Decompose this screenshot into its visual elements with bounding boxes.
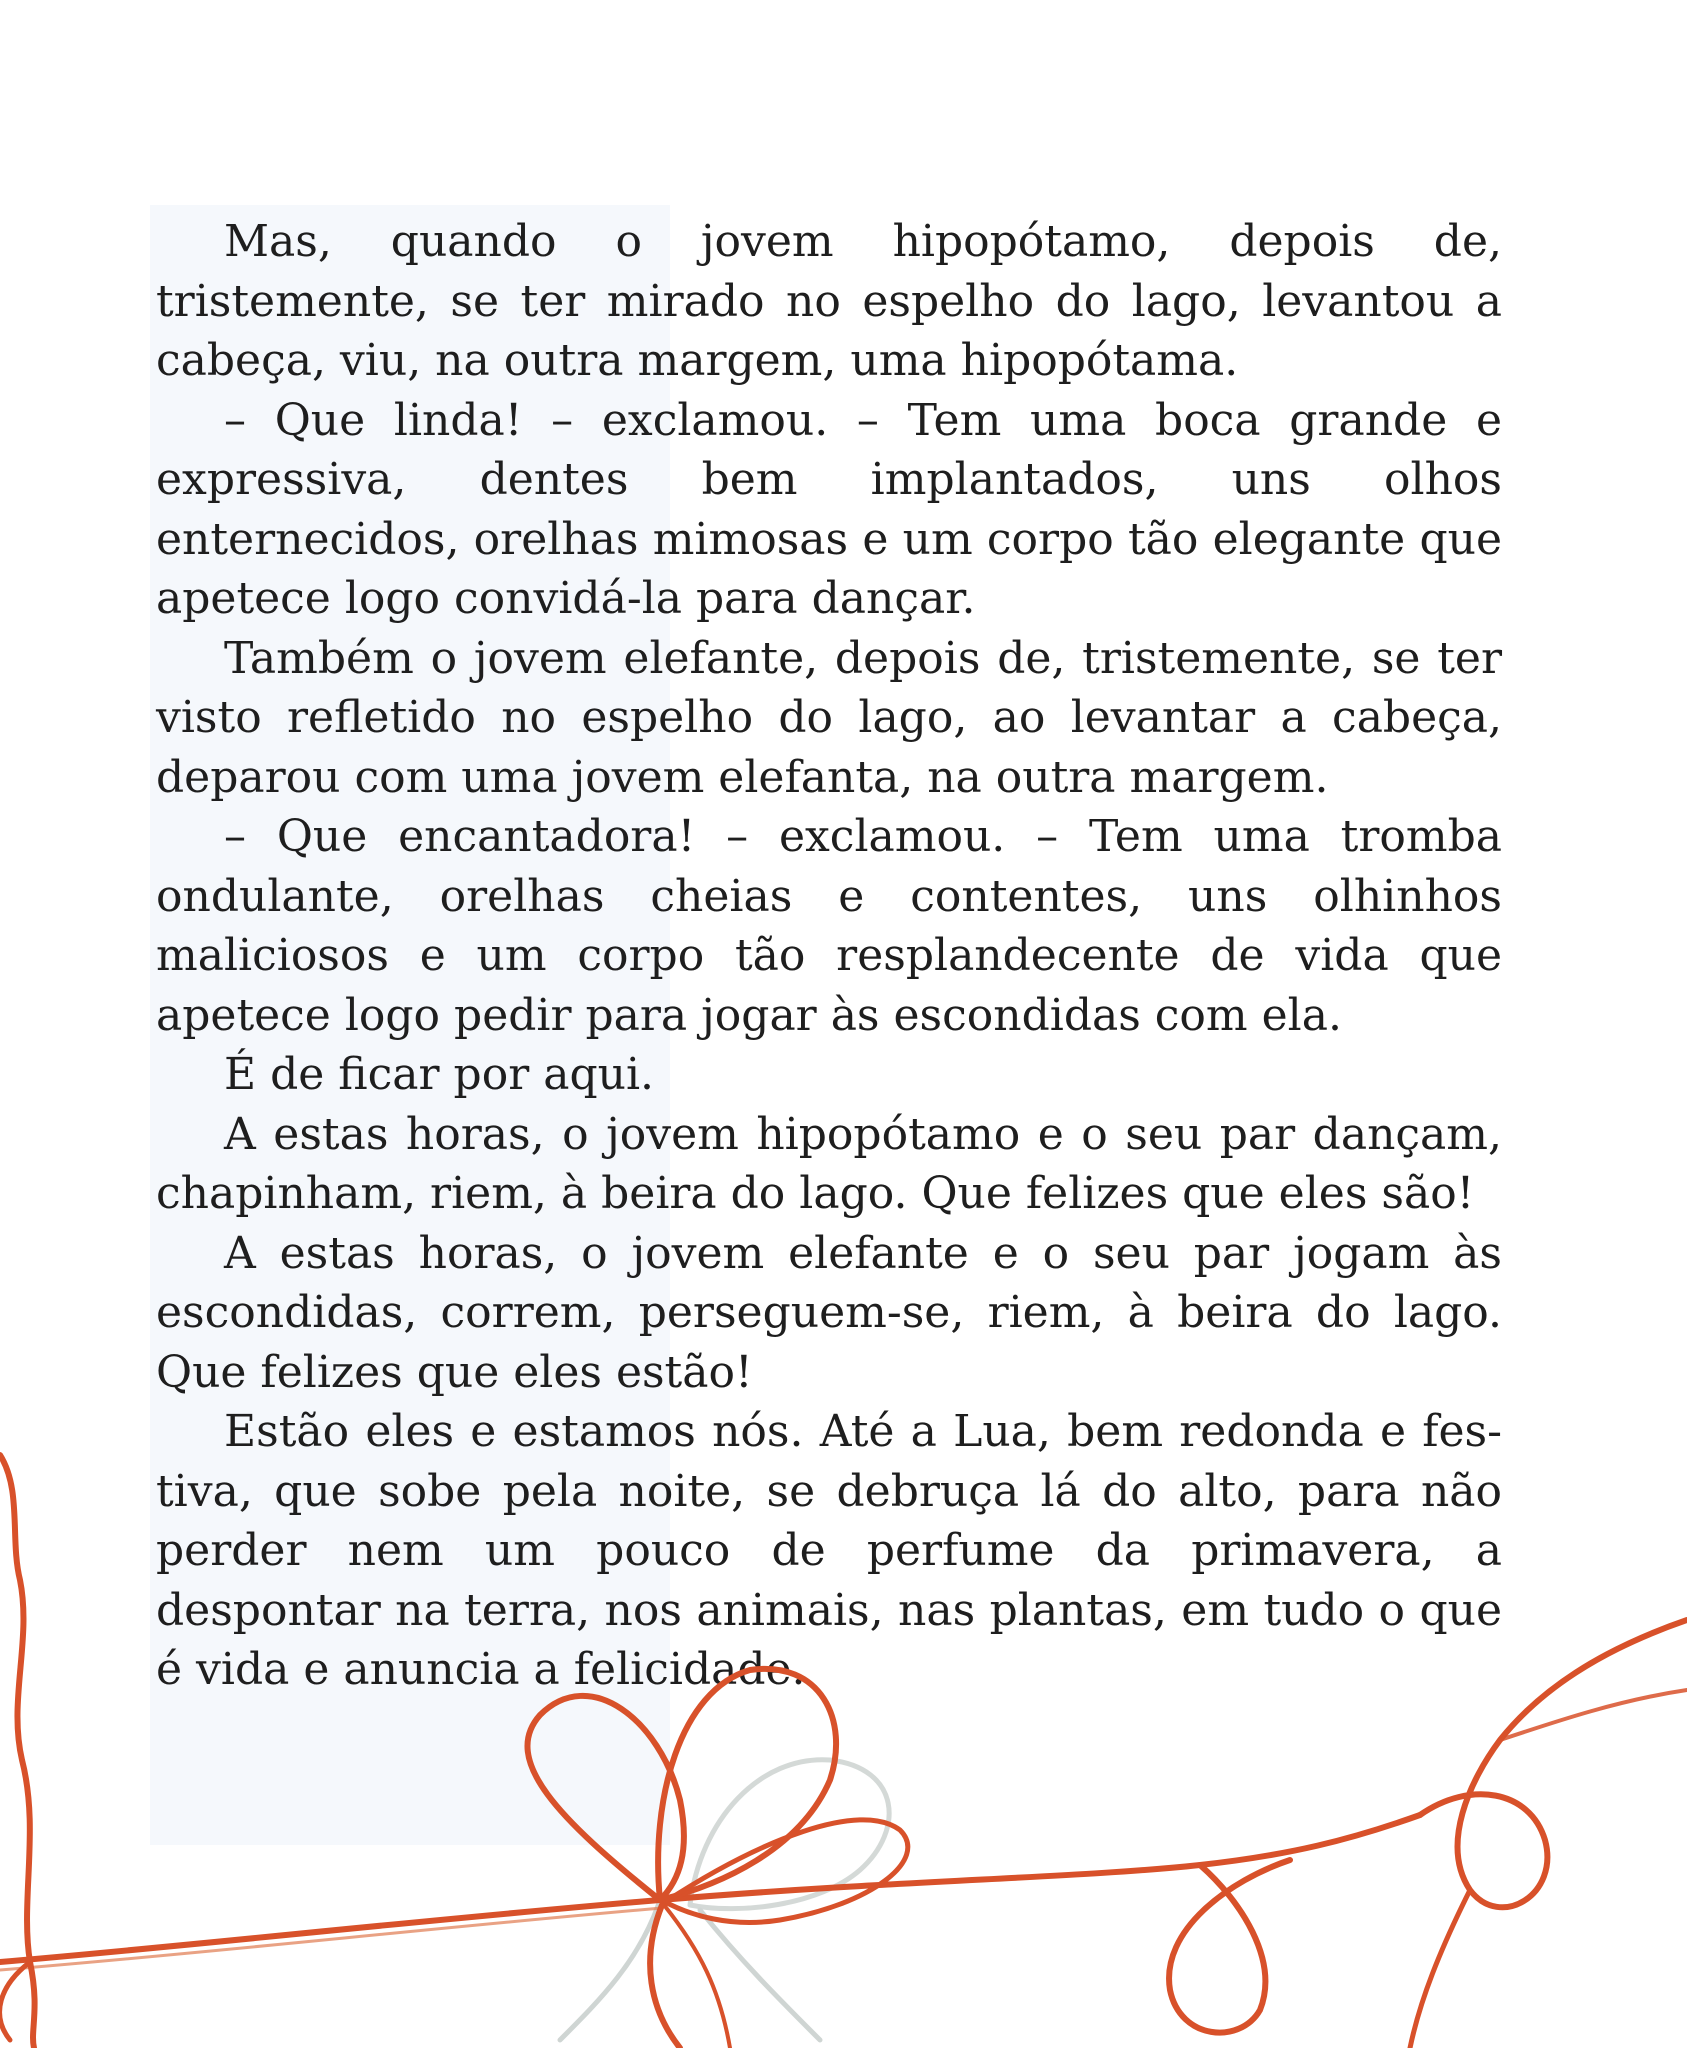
story-text [156, 212, 1502, 1700]
ribbon-bow-tail-2 [664, 1905, 730, 2048]
paragraph-4: – Que encantadora! – exclamou. – Tem uma tromba ondulante, orelhas cheias e contentes, uns olhinhos maliciosos e um corpo tão resplandecente de vida que apetece logo pedir para jogar às escondidas com ela. [156, 811, 1502, 1041]
ribbon-right-upper [1500, 1690, 1687, 1740]
ribbon-main-shadow [0, 1908, 662, 1970]
ribbon-grey-tail [560, 1900, 660, 2040]
ribbon-bow-loop-right [665, 1820, 908, 1923]
paragraph-7: A estas horas, o jovem elefante e o seu par jogam às escondidas, correm, perseguem-se, riem, à beira do lago. Que felizes que eles estão! [156, 1227, 1502, 1398]
ribbon-left-loop [0, 1962, 30, 2040]
ribbon-left-strand [0, 1455, 35, 2048]
paragraph-3: Também o jovem elefante, depois de, tristemente, se ter visto refletido no espelho do lago, ao levantar a cabeça, deparou com uma jovem elefanta, na outra margem. [156, 632, 1502, 803]
paragraph-6: A estas horas, o jovem hipopótamo e o seu par dançam, chapinham, riem, à beira do lago. Que felizes que eles são! [156, 1108, 1502, 1219]
paragraph-1: Mas, quando o jovem hipopótamo, depois de, tristemente, se ter mirado no espelho do lago, levantou a cabeça, viu, na outra margem, uma hipopótama. [156, 216, 1502, 386]
ribbon-grey-tail-2 [700, 1910, 820, 2040]
paragraph-5: É de ficar por aqui. [224, 1049, 655, 1100]
ribbon-grey-loop [690, 1760, 889, 1909]
ribbon-right-tail [1410, 1890, 1470, 2048]
paragraph-2: – Que linda! – exclamou. – Tem uma boca grande e expressiva, dentes bem implantados, uns olhos enternecidos, orelhas mimosas e um corpo tão elegante que apetece logo convidá-la para dançar. [156, 394, 1502, 624]
ribbon-right-loop-1 [1169, 1860, 1290, 2033]
paragraph-8: Estão eles e estamos nós. Até a Lua, bem redonda e festiva, que sobe pela noite, se debruça lá do alto, para não perder nem um pouco de perfume da primavera, a despontar na terra, nos animais, nas plantas, em tudo o que é vida e anuncia a felicidade. [156, 1406, 1502, 1695]
ribbon-bow-tail [650, 1905, 680, 2048]
ribbon-bow-loop-top [658, 1669, 836, 1900]
